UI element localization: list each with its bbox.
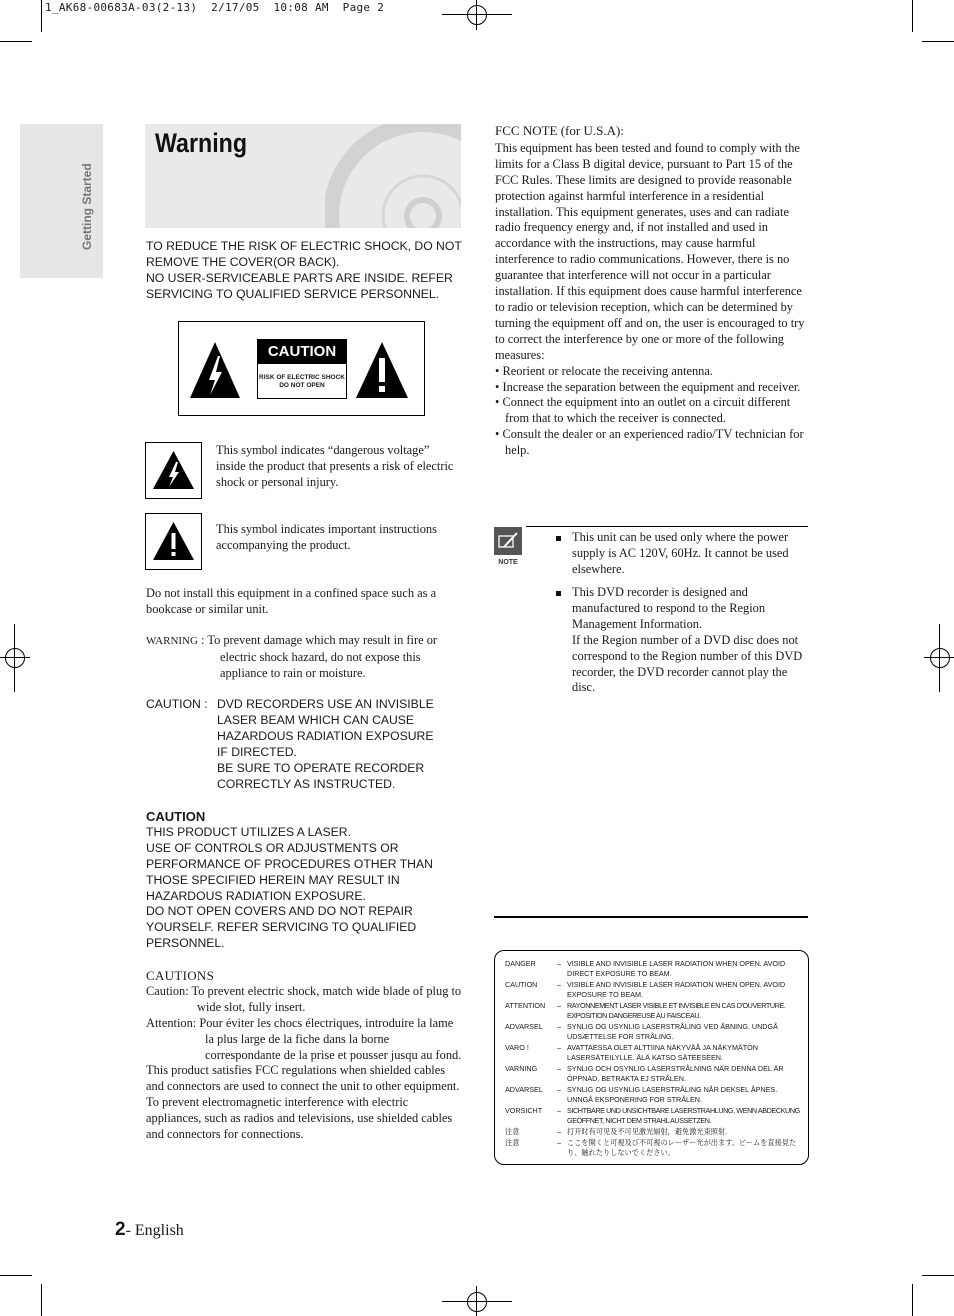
caution-laser: CAUTION : DVD RECORDERS USE AN INVISIBLE LASER BEAM WHICH CAN CAUSE HAZARDOUS RADIATION EXPOSURE IF DIRECTED. BE SURE TO OPERATE RECORDER CORRECTLY AS INSTRUCTED. [146, 697, 434, 791]
fcc-shield-note: This product satisfies FCC regulations when shielded cables and connectors are used to connect the unit to other equipment. To prevent electromagnetic interference with electric appliances, such as radios and televisions, use shielded cables and connectors for connections. [146, 1063, 460, 1142]
shock-warning: TO REDUCE THE RISK OF ELECTRIC SHOCK, DO NOT REMOVE THE COVER(OR BACK). NO USER-SERVICEABLE PARTS ARE INSIDE. REFER SERVICING TO QUALIFIED SERVICE PERSONNEL. [146, 239, 462, 301]
exclamation-triangle-icon [355, 340, 409, 400]
fcc-heading: FCC NOTE (for U.S.A): [495, 123, 624, 138]
caution-label: CAUTION RISK OF ELECTRIC SHOCK DO NOT OPEN [257, 339, 347, 399]
fcc-bullet: • Increase the separation between the equipment and receiver. [495, 379, 801, 394]
caution-heading: CAUTION [146, 809, 206, 824]
caution-plug: Caution: To prevent electric shock, match wide blade of plug to wide slot, fully insert. [146, 983, 462, 1014]
lightning-triangle-icon [189, 340, 241, 400]
fcc-bullet: • Reorient or relocate the receiving antenna. [495, 363, 713, 378]
note-item: This unit can be used only where the power supply is AC 120V, 60Hz. It cannot be used elsewhere. [556, 530, 806, 578]
caution-block: CAUTION THIS PRODUCT UTILIZES A LASER. USE OF CONTROLS OR ADJUSTMENTS OR PERFORMANCE OF PROCEDURES OTHER THAN THOSE SPECIFIED HEREIN MAY RESULT IN HAZARDOUS RADIATION EXPOSURE. DO NOT OPEN COVERS AND DO NOT REPAIR YOURSELF. REFER SERVICING TO QUALIFIED PERSONNEL. [146, 809, 464, 952]
exclamation-triangle-icon [152, 521, 195, 561]
fcc-bullet: • Connect the equipment into an outlet on a circuit different from that to which the receiver is connected. [495, 395, 791, 426]
attention-plug: Attention: Pour éviter les chocs électriques, introduire la lame la plus large de la fiche dans la borne correspondante de la prise et pousser jusqu au fond. [146, 1015, 462, 1062]
warning-banner [145, 124, 461, 228]
pencil-icon [494, 527, 522, 555]
voltage-symbol-box [145, 442, 202, 499]
fcc-body: This equipment has been tested and found to comply with the limits for a Class B digital device, pursuant to Part 15 of the FCC Rules. These limits are designed to provide reasonable protection against harmful interference in a residential installation. This equipment generates, uses and can radiate radio frequency energy and, if not installed and used in accordance with the instructions, may cause harmful interference to radio communications. However, there is no guarantee that interference will not occur in a particular installation. If this equipment does cause harmful interference to radio or television reception, which can be determined by turning the equipment off and on, the user is encouraged to try to correct the interference by one or more of the following measures: [495, 140, 805, 362]
voltage-symbol-text: This symbol indicates “dangerous voltage” inside the product that presents a risk of electric shock or personal injury. [216, 443, 454, 489]
cautions-heading: CAUTIONS [146, 968, 215, 983]
exclamation-symbol-text: This symbol indicates important instructions accompanying the product. [216, 522, 437, 552]
fcc-note [495, 123, 807, 459]
lightning-triangle-icon [152, 450, 195, 490]
warning-label: WARNING [146, 635, 198, 647]
page-number: 2 [115, 1219, 126, 1240]
laser-warning-label: DANGER – VISIBLE AND INVISIBLE LASER RADIATION WHEN OPEN. AVOID DIRECT EXPOSURE TO BEAM. CAUTION – VISIBLE AND INVISIBLE LASER RADIATION WHEN OPEN. AVOID EXPOSURE TO BEAM. ATTENTION – RAYONNEMENT LASER VISIBLE ET INVISIBLE EN CAS D'OUVERTURE. EXPOSITION DANGEREUSE AU FAISCEAU. ADVARSEL – SYNLIG OG USYNLIG LASERSTRÅLING VED ÅBNING. UNDGÅ UDSÆTTELSE FOR STRÅLING. VARO ! – AVATTAESSA OLET ALTTIINA NÄKYVÄÅ JA NÄKYMÄTÖN LASERSÄTEILYLLE. ÄLÄ KATSO SÄTEESEEN. VARNING – SYNLIG OCH OSYNLIG LASERSTRÅLNING NÄR DENNA DEL ÄR ÖPPNAD. BETRAKTA EJ STRÅLEN. ADVARSEL – SYNLIG OG USYNLIG LASERSTRÅLING NÅR DEKSEL ÅPNES. UNNGÅ EKSPONERING FOR STRÅLEN. VORSICHT – SICHTBARE UND UNSICHTBARE LASERSTRAHLUNG, WENN ABDECKUNG GEÖFFNET, NICHT DEM STRAHL AUSSETZEN. 注意 – 打开时有可见及不可见激光辐射，避免激光束照射. 注意 – ここを開くと可視及び不可視のレーザー光が出ます。ビームを直接見たり、触れたりしないでください。 [494, 950, 809, 1165]
section-side-label: Getting Started [80, 163, 94, 250]
print-header: 1_AK68-00683A-03(2-13) 2/17/05 10:08 AM Page 2 [45, 1, 385, 14]
disc-graphic-icon [325, 124, 461, 228]
confined-space-note: Do not install this equipment in a confined space such as a bookcase or similar unit. [146, 586, 437, 616]
cautions-section [146, 968, 462, 1143]
page-title: Warning [155, 128, 248, 158]
caution-label-graphic [178, 321, 425, 416]
note-divider [526, 526, 808, 527]
page-footer [115, 1219, 184, 1241]
footer-language: - English [125, 1222, 184, 1239]
section-rule [494, 916, 808, 918]
note-label: NOTE [498, 559, 518, 566]
fcc-bullet: • Consult the dealer or an experienced radio/TV technician for help. [495, 427, 804, 458]
warning-rain: WARNING : To prevent damage which may result in fire or electric shock hazard, do not expose this appliance to rain or moisture. [146, 633, 438, 680]
exclamation-symbol-box [145, 513, 202, 570]
note-icon [494, 527, 522, 555]
note-item: This DVD recorder is designed and manufactured to respond to the Region Management Information. If the Region number of a DVD disc does not correspond to the Region number of this DVD recorder, the DVD recorder cannot play the disc. [556, 585, 806, 696]
